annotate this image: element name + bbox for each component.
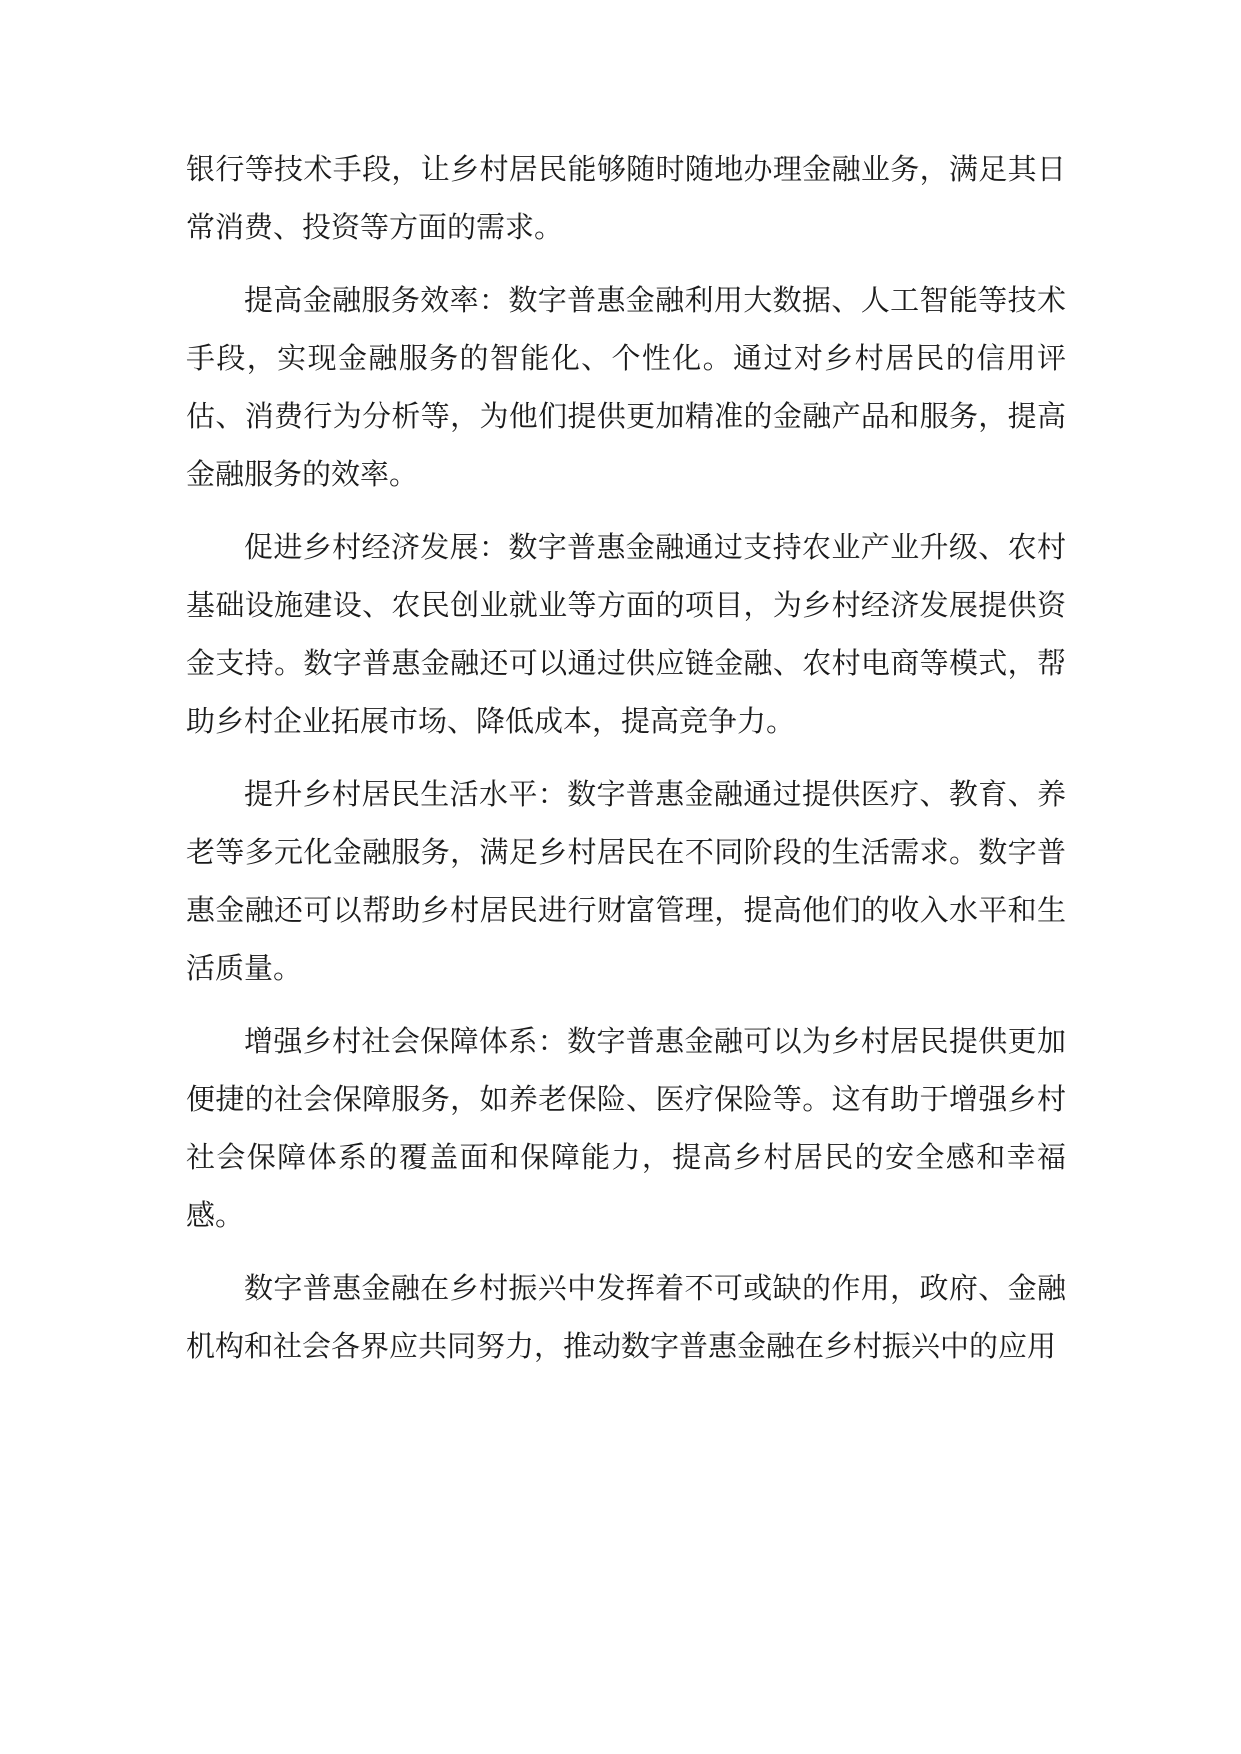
paragraph-conclusion: 数字普惠金融在乡村振兴中发挥着不可或缺的作用，政府、金融机构和社会各界应共同努力，推动数字普惠金融在乡村振兴中的应用	[186, 1271, 1066, 1363]
paragraph-economic-development: 促进乡村经济发展：数字普惠金融通过支持农业产业升级、农村基础设施建设、农民创业就业等方面的项目，为乡村经济发展提供资金支持。数字普惠金融还可以通过供应链金融、农村电商等模式，帮助乡村企业拓展市场、降低成本，提高竞争力。	[186, 530, 1066, 738]
paragraph-social-security: 增强乡村社会保障体系：数字普惠金融可以为乡村居民提供更加便捷的社会保障服务，如养老保险、医疗保险等。这有助于增强乡村社会保障体系的覆盖面和保障能力，提高乡村居民的安全感和幸福感。	[186, 1024, 1066, 1232]
paragraph-continuation: 银行等技术手段，让乡村居民能够随时随地办理金融业务，满足其日常消费、投资等方面的需求。	[186, 152, 1066, 244]
paragraph-living-standards: 提升乡村居民生活水平：数字普惠金融通过提供医疗、教育、养老等多元化金融服务，满足乡村居民在不同阶段的生活需求。数字普惠金融还可以帮助乡村居民进行财富管理，提高他们的收入水平和生活质量。	[186, 777, 1066, 985]
body-text	[186, 140, 1066, 1390]
paragraph-service-efficiency: 提高金融服务效率：数字普惠金融利用大数据、人工智能等技术手段，实现金融服务的智能化、个性化。通过对乡村居民的信用评估、消费行为分析等，为他们提供更加精准的金融产品和服务，提高金融服务的效率。	[186, 283, 1066, 491]
